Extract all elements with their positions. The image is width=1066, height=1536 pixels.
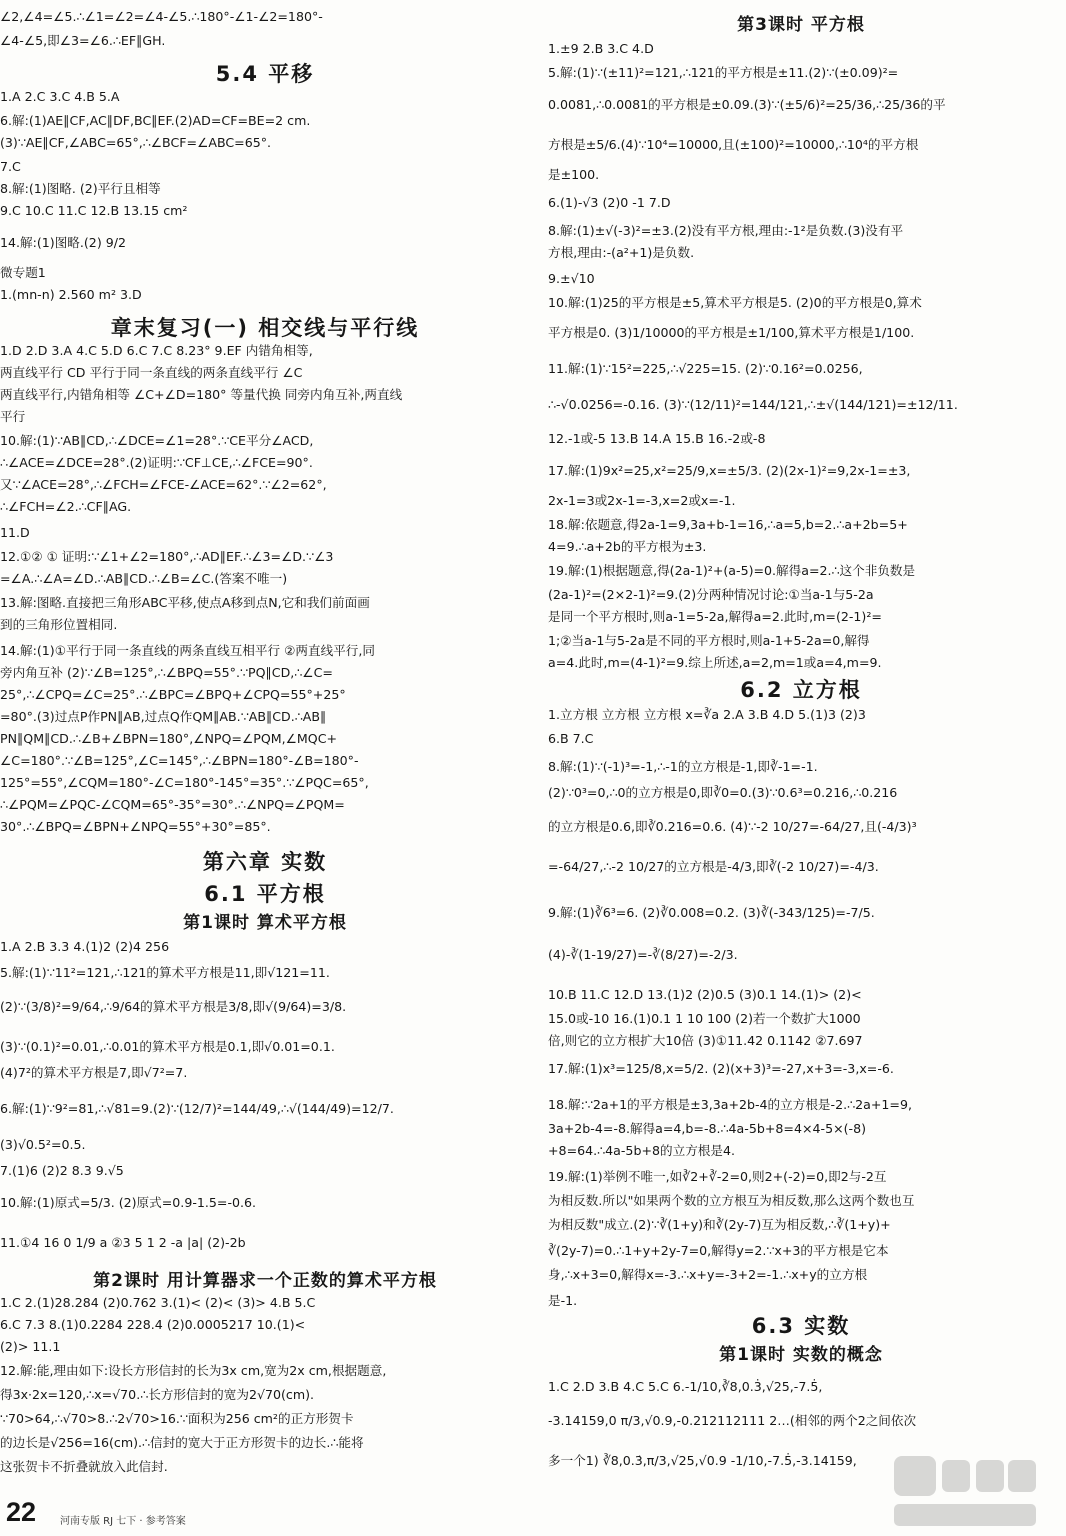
- answer-line: 是-1.: [548, 1293, 578, 1308]
- answer-line: 1.(mn-n) 2.560 m² 3.D: [0, 287, 142, 302]
- answer-line: 1.±9 2.B 3.C 4.D: [548, 41, 654, 56]
- answer-line: 17.解:(1)x³=125/8,x=5/2. (2)(x+3)³=-27,x+3=-3,x=-6.: [548, 1061, 894, 1076]
- answer-line: 6.C 7.3 8.(1)0.2284 228.4 (2)0.0005217 10.(1)<: [0, 1317, 306, 1332]
- answer-line: 9.解:(1)∛6³=6. (2)∛0.008=0.2. (3)∛(-343/125)=-7/5.: [548, 905, 875, 920]
- answer-line: 5.解:(1)∵(±11)²=121,∴121的平方根是±11.(2)∵(±0.09)²=: [548, 65, 899, 80]
- answer-line: 1.A 2.C 3.C 4.B 5.A: [0, 89, 120, 104]
- answer-line: 1;②当a-1与5-2a是不同的平方根时,则a-1+5-2a=0,解得: [548, 633, 870, 648]
- answer-line: 9.±√10: [548, 271, 595, 286]
- answer-line: 12.-1或-5 13.B 14.A 15.B 16.-2或-8: [548, 431, 766, 446]
- answer-line: 方根是±5/6.(4)∵10⁴=10000,且(±100)²=10000,∴10⁴的平方根: [548, 137, 919, 152]
- page-number: 22: [6, 1497, 37, 1527]
- answer-line: 微专题1: [0, 265, 46, 280]
- answer-line: 到的三角形位置相同.: [0, 617, 118, 632]
- section-heading: 6.2 立方根: [740, 678, 862, 702]
- answer-line: ∴∠FCH=∠2.∴CF∥AG.: [0, 499, 132, 514]
- answer-line: -3.14159,0 π/3,√0.9,-0.212112111 2…(相邻的两个2之间依次: [548, 1413, 917, 1428]
- answer-line: 12.①② ① 证明:∵∠1+∠2=180°,∴AD∥EF.∴∠3=∠D.∵∠3: [0, 549, 334, 564]
- answer-line: 19.解:(1)根据题意,得(2a-1)²+(a-5)=0.解得a=2.∴这个非负数是: [548, 563, 916, 578]
- answer-line: 方根,理由:-(a²+1)是负数.: [548, 245, 695, 260]
- answer-line: 倍,则它的立方根扩大10倍 (3)①11.42 0.1142 ②7.697: [548, 1033, 863, 1048]
- answer-line: 6.解:(1)AE∥CF,AC∥DF,BC∥EF.(2)AD=CF=BE=2 cm.: [0, 113, 311, 128]
- answer-line: 6.(1)-√3 (2)0 -1 7.D: [548, 195, 671, 210]
- section-heading: 章末复习(一) 相交线与平行线: [110, 316, 420, 340]
- answer-line: 8.解:(1)±√(-3)²=±3.(2)没有平方根,理由:-1²是负数.(3)没有平: [548, 223, 904, 238]
- answer-line: 多一个1) ∛8,0.3̇,π/3,√25,√0.9 -1/10,-7.5̇,-3.14159,: [548, 1453, 857, 1468]
- answer-line: 这张贺卡不折叠就放入此信封.: [0, 1459, 168, 1474]
- answer-line: 10.解:(1)25的平方根是±5,算术平方根是5. (2)0的平方根是0,算术: [548, 295, 922, 310]
- answer-line: a=4.此时,m=(4-1)²=9.综上所述,a=2,m=1或a=4,m=9.: [548, 655, 882, 670]
- answer-line: 1.D 2.D 3.A 4.C 5.D 6.C 7.C 8.23° 9.EF 内错角相等,: [0, 343, 313, 358]
- answer-line: 12.解:能,理由如下:设长方形信封的长为3x cm,宽为2x cm,根据题意,: [0, 1363, 387, 1378]
- answer-line: 6.B 7.C: [548, 731, 594, 746]
- section-heading: 6.1 平方根: [204, 882, 326, 906]
- answer-line: 10.解:(1)原式=5/3. (2)原式=0.9-1.5=-0.6.: [0, 1195, 257, 1210]
- answer-line: 11.①4 16 0 1/9 a ②3 5 1 2 -a |a| (2)-2b: [0, 1235, 246, 1250]
- answer-line: 2x-1=3或2x-1=-3,x=2或x=-1.: [548, 493, 736, 508]
- answer-line: 4=9.∴a+2b的平方根为±3.: [548, 539, 707, 554]
- answer-line: 5.解:(1)∵11²=121,∴121的算术平方根是11,即√121=11.: [0, 965, 330, 980]
- answer-line: 1.立方根 立方根 立方根 x=∛a 2.A 3.B 4.D 5.(1)3 (2)3: [548, 707, 866, 722]
- answer-line: 得3x·2x=120,∴x=√70.∴长方形信封的宽为2√70(cm).: [0, 1387, 315, 1402]
- answer-line: (2)∵(3/8)²=9/64,∴9/64的算术平方根是3/8,即√(9/64)=3/8.: [0, 999, 347, 1014]
- answer-line: 18.解:∵2a+1的平方根是±3,3a+2b-4的立方根是-2.∴2a+1=9,: [548, 1097, 912, 1112]
- answer-line: ∠4-∠5,即∠3=∠6.∴EF∥GH.: [0, 33, 166, 48]
- answer-line: 为相反数"成立.(2)∵∛(1+y)和∛(2y-7)互为相反数,∴∛(1+y)+: [548, 1217, 891, 1232]
- footer-text: 河南专版 RJ 七下 · 参考答案: [60, 1516, 186, 1527]
- section-heading: 6.3 实数: [751, 1314, 851, 1338]
- answer-line: 11.解:(1)∵15²=225,∴√225=15. (2)∵0.16²=0.0256,: [548, 361, 863, 376]
- answer-line: 平行: [0, 409, 26, 424]
- answer-line: 14.解:(1)图略.(2) 9/2: [0, 235, 127, 250]
- answer-line: 15.0或-10 16.(1)0.1 1 10 100 (2)若一个数扩大1000: [548, 1011, 861, 1026]
- answer-line: 为相反数.所以"如果两个数的立方根互为相反数,那么这两个数也互: [548, 1193, 915, 1208]
- answer-line: 旁内角互补 (2)∵∠B=125°,∴∠BPQ=55°.∵PQ∥CD,∴∠C=: [0, 665, 333, 680]
- lesson-heading: 第1课时 实数的概念: [719, 1345, 883, 1365]
- answer-line: ∴-√0.0256=-0.16. (3)∵(12/11)²=144/121,∴±√(144/121)=±12/11.: [548, 397, 958, 412]
- answer-line: (4)7²的算术平方根是7,即√7²=7.: [0, 1065, 188, 1080]
- answer-line: 是±100.: [548, 167, 600, 182]
- answer-line: ∴∠PQM=∠PQC-∠CQM=65°-35°=30°.∴∠NPQ=∠PQM=: [0, 797, 345, 812]
- answer-line: (2)∵0³=0,∴0的立方根是0,即∛0=0.(3)∵0.6³=0.216,∴0.216: [548, 785, 898, 800]
- answer-line: (3)∵(0.1)²=0.01,∴0.01的算术平方根是0.1,即√0.01=0.1.: [0, 1039, 335, 1054]
- answer-line: 3a+2b-4=-8.解得a=4,b=-8.∴4a-5b+8=4×4-5×(-8): [548, 1121, 867, 1136]
- answer-line: 30°.∴∠BPQ=∠BPN+∠NPQ=55°+30°=85°.: [0, 819, 271, 834]
- lesson-heading: 第3课时 平方根: [737, 15, 865, 35]
- answer-line: 1.C 2.D 3.B 4.C 5.C 6.-1/10,∛8,0.3̇,√25,-7.5̇,: [548, 1379, 823, 1394]
- answer-line: 125°=55°,∠CQM=180°-∠C=180°-145°=35°.∵∠PQC=65°,: [0, 775, 369, 790]
- answer-line: 10.解:(1)∵AB∥CD,∴∠DCE=∠1=28°.∵CE平分∠ACD,: [0, 433, 314, 448]
- answer-line: 0.0081,∴0.0081的平方根是±0.09.(3)∵(±5/6)²=25/36,∴25/36的平: [548, 97, 946, 112]
- answer-line: 身,∴x+3=0,解得x=-3.∴x+y=-3+2=-1.∴x+y的立方根: [548, 1267, 868, 1282]
- answer-line: ∠2,∠4=∠5.∴∠1=∠2=∠4-∠5.∴180°-∠1-∠2=180°-: [0, 9, 323, 24]
- answer-line: 1.C 2.(1)28.284 (2)0.762 3.(1)< (2)< (3)> 4.B 5.C: [0, 1295, 316, 1310]
- answer-line: 1.A 2.B 3.3 4.(1)2 (2)4 256: [0, 939, 170, 954]
- watermark-logo: [890, 1450, 1040, 1530]
- answer-line: 又∵∠ACE=28°,∴∠FCH=∠FCE-∠ACE=62°.∵∠2=62°,: [0, 477, 327, 492]
- answer-line: 的边长是√256=16(cm).∴信封的宽大于正方形贺卡的边长.∴能将: [0, 1435, 364, 1450]
- answer-line: 的立方根是0.6,即∛0.216=0.6. (4)∵-2 10/27=-64/27,且(-4/3)³: [548, 819, 917, 834]
- answer-line: 10.B 11.C 12.D 13.(1)2 (2)0.5 (3)0.1 14.(1)> (2)<: [548, 987, 862, 1002]
- answer-line: 8.解:(1)∵(-1)³=-1,∴-1的立方根是-1,即∛-1=-1.: [548, 759, 818, 774]
- lesson-heading: 第2课时 用计算器求一个正数的算术平方根: [93, 1271, 437, 1291]
- answer-line: ∠C=180°.∵∠B=125°,∠C=145°,∴∠BPN=180°-∠B=180°-: [0, 753, 359, 768]
- answer-line: 7.(1)6 (2)2 8.3 9.√5: [0, 1163, 124, 1178]
- answer-line: (2a-1)²=(2×2-1)²=9.(2)分两种情况讨论:①当a-1与5-2a: [548, 587, 874, 602]
- answer-line: 9.C 10.C 11.C 12.B 13.15 cm²: [0, 203, 188, 218]
- answer-line: 19.解:(1)举例不唯一,如∛2+∛-2=0,则2+(-2)=0,即2与-2互: [548, 1169, 887, 1184]
- answer-line: =-64/27,∴-2 10/27的立方根是-4/3,即∛(-2 10/27)=-4/3.: [548, 859, 879, 874]
- answer-line: 是同一个平方根时,则a-1=5-2a,解得a=2.此时,m=(2-1)²=: [548, 609, 882, 624]
- answer-line: 11.D: [0, 525, 30, 540]
- answer-line: 14.解:(1)①平行于同一条直线的两条直线互相平行 ②两直线平行,同: [0, 643, 375, 658]
- answer-line: (3)√0.5²=0.5.: [0, 1137, 86, 1152]
- section-heading: 5.4 平移: [215, 62, 315, 86]
- answer-line: 18.解:依题意,得2a-1=9,3a+b-1=16,∴a=5,b=2.∴a+2b=5+: [548, 517, 908, 532]
- answer-line: =∠A.∴∠A=∠D.∴AB∥CD.∴∠B=∠C.(答案不唯一): [0, 571, 288, 586]
- answer-line: 两直线平行,内错角相等 ∠C+∠D=180° 等量代换 同旁内角互补,两直线: [0, 387, 403, 402]
- answer-line: ∵70>64,∴√70>8.∴2√70>16.∵面积为256 cm²的正方形贺卡: [0, 1411, 354, 1426]
- answer-line: ∛(2y-7)=0.∴1+y+2y-7=0,解得y=2.∵x+3的平方根是它本: [548, 1243, 889, 1258]
- answer-line: PN∥QM∥CD.∴∠B+∠BPN=180°,∠NPQ=∠PQM,∠MQC+: [0, 731, 338, 746]
- answer-line: (3)∵AE∥CF,∠ABC=65°,∴∠BCF=∠ABC=65°.: [0, 135, 272, 150]
- answer-line: 17.解:(1)9x²=25,x²=25/9,x=±5/3. (2)(2x-1)²=9,2x-1=±3,: [548, 463, 911, 478]
- answer-line: 7.C: [0, 159, 21, 174]
- answer-line: (2)> 11.1: [0, 1339, 61, 1354]
- answer-line: 13.解:图略.直接把三角形ABC平移,使点A移到点N,它和我们前面画: [0, 595, 370, 610]
- lesson-heading: 第1课时 算术平方根: [183, 913, 347, 933]
- answer-line: 两直线平行 CD 平行于同一条直线的两条直线平行 ∠C: [0, 365, 303, 380]
- answer-line: 6.解:(1)∵9²=81,∴√81=9.(2)∵(12/7)²=144/49,∴√(144/49)=12/7.: [0, 1101, 394, 1116]
- answer-line: (4)-∛(1-19/27)=-∛(8/27)=-2/3.: [548, 947, 738, 962]
- answer-line: =80°.(3)过点P作PN∥AB,过点Q作QM∥AB.∵AB∥CD.∴AB∥: [0, 709, 327, 724]
- answer-line: 25°,∴∠CPQ=∠C=25°.∴∠BPC=∠BPQ+∠CPQ=55°+25°: [0, 687, 346, 702]
- answer-line: ∴∠ACE=∠DCE=28°.(2)证明:∵CF⊥CE,∴∠FCE=90°.: [0, 455, 313, 470]
- answer-line: 8.解:(1)图略. (2)平行且相等: [0, 181, 161, 196]
- answer-line: +8=64.∴4a-5b+8的立方根是4.: [548, 1143, 735, 1158]
- section-heading: 第六章 实数: [202, 850, 328, 874]
- answer-line: 平方根是0. (3)1/10000的平方根是±1/100,算术平方根是1/100.: [548, 325, 915, 340]
